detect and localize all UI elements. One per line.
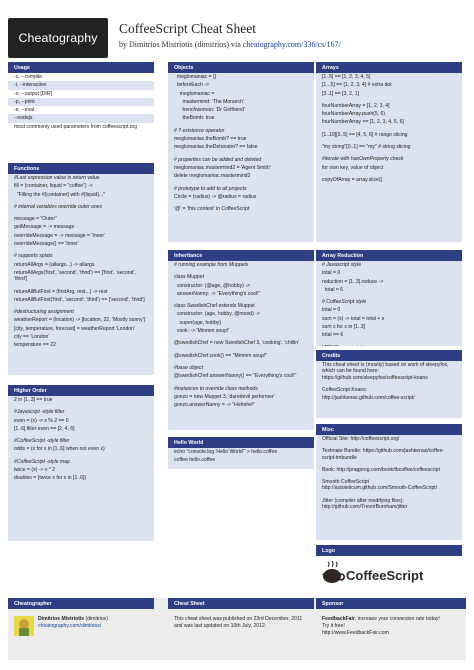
code-line[interactable]: Smooth CoffeeScript http://autotelicum.github.com/Smooth-CoffeeScript/ bbox=[322, 479, 438, 492]
misc-header: Misc bbox=[316, 424, 462, 435]
usage-header: Usage bbox=[8, 62, 154, 73]
code-line: meglomaniac.theBomb? == true bbox=[174, 136, 247, 143]
code-line: #Last expression value is return value bbox=[14, 175, 100, 181]
code-line: returnAllButFirst('first', 'second', 'third') == ['second', 'third'] bbox=[14, 296, 145, 303]
code-line: -c, --compile bbox=[14, 74, 43, 80]
code-line: sum x for x in [1..3] bbox=[322, 324, 366, 331]
code-line: fourNumberArray = [1, 2, 3, 4] bbox=[322, 102, 390, 109]
code-line: #base object bbox=[174, 364, 203, 371]
code-line: getMessage = -> message bbox=[14, 224, 75, 231]
usage-rows bbox=[8, 73, 154, 131]
code-line: fourNumberArray == [1, 2, 3, 4, 5, 6] bbox=[322, 119, 404, 126]
cheatography-logo[interactable] bbox=[8, 18, 108, 58]
usage-section bbox=[8, 62, 154, 156]
author-info bbox=[38, 616, 158, 623]
code-line: overrideMessage = -> message = 'Inner' bbox=[14, 232, 105, 239]
author-link[interactable]: cheatography.com/dimitrios/ bbox=[38, 623, 102, 629]
code-line: [3..1] == [3, 2, 1] bbox=[322, 90, 360, 97]
code-line: #destructuring assignment bbox=[14, 309, 74, 316]
higher-order-header: Higher Order bbox=[8, 385, 154, 396]
code-line bbox=[316, 344, 462, 346]
code-line: "Filling the #{container} with #{liquid}..." bbox=[14, 191, 106, 198]
hello-world-rows bbox=[168, 448, 314, 465]
code-line: -o, --output [DIR] bbox=[14, 90, 52, 97]
sponsor-text: , increase your conversion rate today! bbox=[354, 616, 440, 622]
code-line: twice = (x) -> x * 2 bbox=[14, 467, 56, 474]
higher-order-section bbox=[8, 385, 154, 541]
objects-section bbox=[168, 62, 314, 242]
code-line: "my string"[0..1] == "my" # string slicing bbox=[322, 144, 411, 151]
code-line: #CoffeeScript -style filter bbox=[14, 438, 70, 445]
code-line: # running example from Muppets bbox=[174, 262, 249, 268]
sponsor-try[interactable]: Try it free! bbox=[322, 623, 345, 629]
code-line: [1..5] == [1, 2, 3, 4, 5] bbox=[322, 74, 371, 80]
code-line: fourNumberArray.push(5, 6) bbox=[322, 111, 386, 118]
array-reduction-rows bbox=[316, 261, 462, 346]
code-line: for own key, value of object bbox=[322, 164, 384, 171]
code-line: [1..10][3..5] == [4, 5, 6] # range slicing bbox=[322, 131, 408, 138]
code-line: answerNanny: -> "Everything's cool!" bbox=[174, 290, 261, 297]
code-line: meglomaniac = bbox=[174, 90, 215, 97]
objects-header: Objects bbox=[168, 62, 314, 73]
credits-section bbox=[316, 350, 462, 418]
code-line: total == 6 bbox=[322, 332, 344, 339]
author-avatar[interactable] bbox=[14, 616, 34, 636]
code-line: [1..6].filter even == [2, 4, 6] bbox=[14, 425, 75, 432]
code-line: returnAllArgs('first', 'second', 'third') == ['first', 'second', 'third'] bbox=[14, 269, 138, 283]
sponsor-name[interactable]: FeedbackFair bbox=[322, 616, 355, 622]
code-line[interactable]: This cheat sheet is (mostly) based on work of sleepyfox, which can be found here: https://github.com/sleepyfox/coffeescript-koans bbox=[322, 362, 450, 381]
footer-sheet-header: Cheat Sheet bbox=[168, 598, 314, 609]
code-line: #instances to override class methods bbox=[174, 385, 258, 392]
array-reduction-section bbox=[316, 250, 462, 346]
code-line: @swedishChef.cook() == "Mmmm soup!" bbox=[174, 352, 268, 359]
code-line: @swedishChef.answerNanny() == "Everything's cool!" bbox=[174, 373, 297, 380]
code-line: @swedishChef = new SwedishChef 3, 'cooking', 'chillin' bbox=[174, 340, 300, 347]
code-line[interactable]: Jitter (compiler after modifying files): http://github.com/TrevorBurnham/jitter bbox=[322, 497, 408, 511]
code-line: # CoffeeScript style bbox=[322, 299, 367, 306]
inheritance-header: Inheritance bbox=[168, 250, 314, 261]
code-line: -p, --print bbox=[8, 98, 154, 106]
logo-header: Logo bbox=[316, 545, 462, 556]
code-line: gonzo = new Muppet 3, 'daredevil performer' bbox=[174, 393, 275, 400]
code-line: temperature == 22 bbox=[14, 342, 56, 349]
code-line: meglomaniac.mastermind2 = 'Agent Smith' bbox=[174, 164, 271, 171]
code-line: weatherReport = (location) -> [location, 22, 'Mostly sunny'] bbox=[14, 317, 146, 324]
functions-rows bbox=[8, 174, 154, 350]
functions-header: Functions bbox=[8, 163, 154, 174]
array-reduction-header: Array Reduction bbox=[316, 250, 462, 261]
sponsor-link[interactable]: http://www.FeedbackFair.com bbox=[322, 630, 389, 636]
code-line: --nodejs bbox=[8, 114, 154, 122]
code-line: theBomb: true bbox=[174, 115, 215, 122]
code-line: -e, --eval bbox=[14, 107, 35, 114]
footer-cheatographer-header: Cheatographer bbox=[8, 598, 154, 609]
inheritance-rows bbox=[168, 261, 314, 409]
hello-world-header: Hello World bbox=[168, 437, 314, 448]
code-line: CoffeeScript Koans: bbox=[322, 386, 368, 393]
code-line: copyOfArray = array.slice() bbox=[322, 176, 383, 183]
code-line: returnAllArgs = (allargs...) -> allargs bbox=[14, 261, 95, 268]
code-line: constructor: (age, hobby, @mood) -> bbox=[174, 311, 260, 318]
code-line: #CoffeeScript -style map bbox=[14, 458, 70, 465]
credits-header: Credits bbox=[316, 350, 462, 361]
code-line: henchwoman: 'Dr Girlfriend' bbox=[174, 107, 246, 114]
coffeescript-logo bbox=[316, 556, 462, 589]
code-line: sum = (x) -> total = total + x bbox=[322, 315, 385, 322]
code-line: odds = (x for x in [1..6] when not even x) bbox=[14, 446, 105, 453]
code-line: most commonly used parameters from coffeescript.org bbox=[14, 123, 138, 130]
code-line: meglomaniac = {} bbox=[174, 74, 217, 80]
code-line[interactable]: Official Site: http://coffeescript.org/ bbox=[322, 436, 400, 442]
author-name: Dimitrios Mistriotis bbox=[38, 616, 85, 622]
code-line: delete meglomaniac.mastermind2 bbox=[174, 173, 251, 180]
arrays-section bbox=[316, 62, 462, 242]
code-line: reduction = [1..3].reduce -> bbox=[322, 278, 384, 285]
code-line: gonzo.answerNanny = -> "Hehehe!" bbox=[174, 402, 256, 409]
code-line: total = 0 bbox=[322, 307, 341, 314]
code-line: 2 in [1..3] == true bbox=[14, 397, 53, 403]
hello-world-section bbox=[168, 437, 314, 469]
code-line: class SwedishChef extends Muppet bbox=[174, 303, 255, 310]
code-line: message = "Outer" bbox=[14, 216, 57, 223]
higher-order-rows bbox=[8, 396, 154, 483]
sheet-link[interactable]: cheatography.com/336/cs/167/ bbox=[242, 40, 341, 49]
code-line: [city, temperature, forecast] = weatherReport 'London' bbox=[14, 325, 135, 332]
code-line[interactable]: Book: http://pragprog.com/book/tbcoffee/coffeescript bbox=[322, 466, 440, 473]
footer bbox=[8, 598, 466, 660]
sheet-info: This cheat sheet was published on 23rd December, 2011 and was last updated on 10th July, 2012. bbox=[174, 616, 304, 629]
code-line: # supports splats bbox=[14, 253, 53, 260]
footer-sponsor-header: Sponsor bbox=[316, 598, 466, 609]
misc-section bbox=[316, 424, 462, 540]
code-line: cook: -> 'Mmmm soup!' bbox=[174, 328, 230, 335]
logo-wordmark: CoffeeScript bbox=[346, 568, 424, 583]
code-line: # properties can be added and deleted bbox=[174, 156, 262, 163]
code-line: [1...5] == [1, 2, 3, 4] # extra dot bbox=[322, 82, 392, 89]
byline bbox=[119, 40, 341, 49]
code-line: meglomaniac.theDetonator? == false bbox=[174, 144, 258, 151]
page-title: CoffeeScript Cheat Sheet bbox=[119, 21, 256, 36]
code-line: even = (x) -> x % 2 == 0 bbox=[14, 417, 69, 424]
code-line: #Javascript -style filter bbox=[14, 409, 65, 416]
author-handle: (dimitrios) bbox=[84, 616, 108, 622]
code-line: -i, --interactive bbox=[8, 81, 154, 89]
code-line: total = 0 bbox=[322, 270, 341, 277]
code-line: # prototype to add to all projects bbox=[174, 185, 247, 192]
code-line: Circle = (radius) -> @radius = radius bbox=[174, 193, 257, 200]
functions-section bbox=[8, 163, 154, 375]
code-line: city == 'London' bbox=[14, 334, 50, 341]
code-line: constructor: (@age, @hobby) -> bbox=[174, 282, 250, 289]
code-line: returnAllButFirst = (firstArg, rest...) -> rest bbox=[14, 288, 108, 295]
logo-section bbox=[316, 545, 462, 591]
code-line: overrideMessage() == 'Inner' bbox=[14, 241, 79, 248]
code-line[interactable]: Textmate Bundle: https://github.com/jashkenas/coffee-script-tmbundle bbox=[322, 448, 445, 461]
code-line: beforeEach -> bbox=[174, 82, 209, 89]
inheritance-section bbox=[168, 250, 314, 430]
code-line: super(age, hobby) bbox=[174, 319, 222, 326]
coffee-cup-icon bbox=[323, 561, 344, 583]
misc-rows bbox=[316, 435, 462, 511]
byline-text: by Dimitrios Mistriotis (dimitrios) via bbox=[119, 40, 243, 49]
arrays-header: Arrays bbox=[316, 62, 462, 73]
code-line: coffee hello.coffee bbox=[174, 457, 216, 464]
logo-text: Cheatography bbox=[18, 31, 98, 45]
code-line: mastermind: 'The Monarch' bbox=[174, 98, 244, 105]
code-line: fill = (container, liquid = "coffee") -> bbox=[14, 183, 93, 190]
objects-rows bbox=[168, 73, 314, 213]
credits-rows bbox=[316, 361, 462, 402]
code-line[interactable]: http://jashkenas.github.com/coffee-script/ bbox=[322, 395, 415, 402]
code-line: '@' = 'this context' in CoffeeScript bbox=[174, 206, 250, 213]
code-line: echo "console.log 'Hello World'" > hello.coffee bbox=[174, 449, 278, 455]
code-line: # internal variables override outer ones bbox=[14, 203, 103, 210]
code-line: doubles = (twice x for x in [1..6]) bbox=[14, 475, 87, 482]
code-line: class Muppet bbox=[174, 274, 205, 281]
sponsor-info bbox=[322, 616, 464, 623]
code-line: # ? existence operator bbox=[174, 127, 225, 134]
code-line: # Javascript style bbox=[322, 262, 362, 268]
code-line: total = 6 bbox=[322, 286, 344, 293]
arrays-rows bbox=[316, 73, 462, 184]
code-line: #iterate with hasOwnProperty check bbox=[322, 156, 404, 163]
